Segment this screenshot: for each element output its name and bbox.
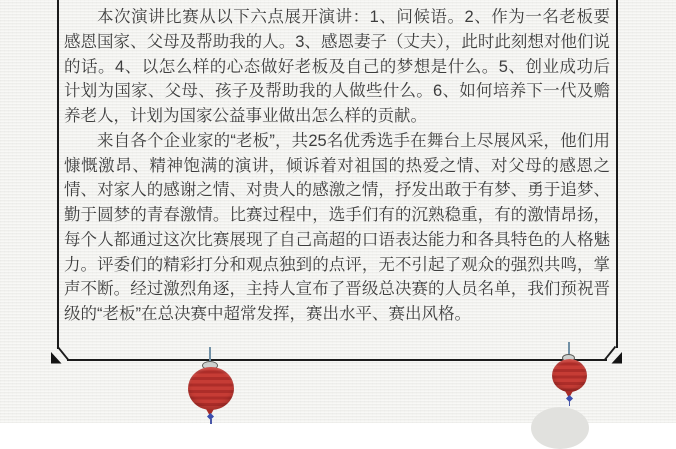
frame-corner-bottom-right-icon: [604, 343, 628, 364]
speech-points-paragraph: 本次演讲比赛从以下六点展开演讲：1、问候语。2、作为一名老板要感恩国家、父母及帮助我的人。3、感恩妻子（丈夫），此时此刻想对他们说的话。4、以怎么样的心态做好老板及自己的梦想是什么。5、创业成功后计划为国家、父母、孩子及帮助我的人做些什么。6、如何培养下一代及赡养老人，计划为国家公益事业做出怎么样的贡献。: [64, 8, 610, 125]
frame-corner-bottom-left-icon: [45, 343, 69, 364]
red-lantern-left-icon: [188, 347, 234, 423]
frame-left-border: [57, 0, 59, 349]
gray-circle-decoration: [531, 407, 589, 449]
lantern-tassel-tail: [210, 419, 212, 424]
lantern-body: [552, 359, 587, 392]
slide-body-text: [64, 5, 610, 327]
frame-bottom-border: [67, 359, 607, 361]
frame-right-border: [616, 0, 618, 348]
competition-summary-paragraph: 来自各个企业家的“老板”，共25名优秀选手在舞台上尽展风采，他们用慷慨激昂、精神饱满的演讲，倾诉着对祖国的热爱之情、对父母的感恩之情、对家人的感谢之情、对贵人的感激之情，抒发出敢于有梦、勇于追梦、勤于圆梦的青春激情。比赛过程中，选手们有的沉熟稳重，有的激情昂扬，每个人都通过这次比赛展现了自己高超的口语表达能力和各具特色的人格魅力。评委们的精彩打分和观点独到的点评，无不引起了观众的强烈共鸣，掌声不断。经过激烈角逐，主持人宣布了晋级总决赛的人员名单，我们预祝晋级的“老板”在总决赛中超常发挥，赛出水平、赛出风格。: [64, 131, 610, 323]
red-lantern-right-icon: [552, 342, 588, 408]
lantern-body: [188, 367, 234, 410]
lantern-tassel-tail: [569, 401, 571, 406]
